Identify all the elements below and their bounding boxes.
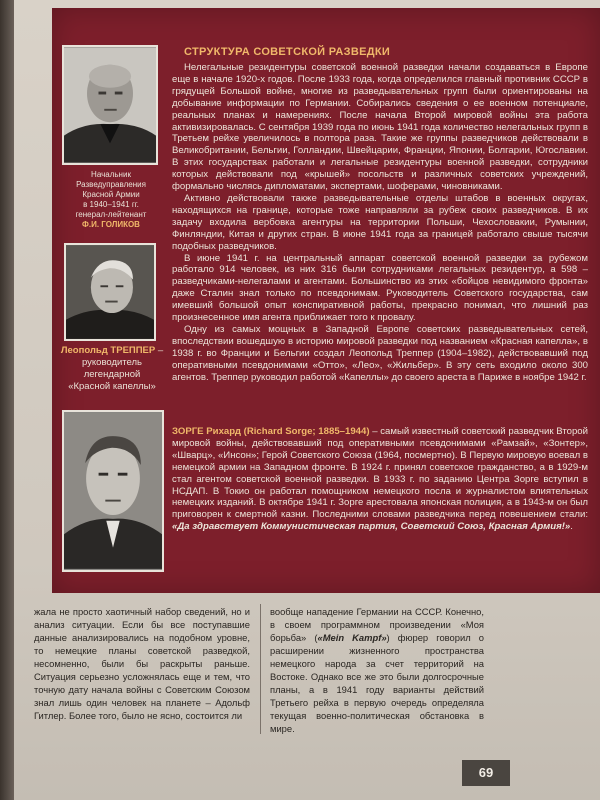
caption-line: руководитель [81,357,143,368]
sorge-end: . [570,521,573,533]
golikov-caption [54,170,168,230]
magazine-page [14,0,600,800]
caption-line: Начальник [91,170,131,179]
sorge-quote: «Да здравствует Коммунистическая партия, Советский Союз, Красная Армия!» [172,521,571,533]
mein-kampf-title: «Mein Kampf» [317,632,387,643]
trepper-portrait-image [66,245,154,339]
caption-dash: – [155,345,164,356]
caption-line: «Красной капеллы» [68,381,156,392]
bottom-left-column: жала не просто хаотичный набор сведений, но и анализ ситуации. Если бы все поступавшие данные анализировались на подобном уровне, то немецкие планы советской разведкой, несомненно, были бы раскрыты раньше. Ситуация серьезно усложнялась еще и тем, что точную дату начала войны с Советским Союзом знал лишь один человек на планете – Адольф Гитлер. Более того, было не ясно, состоится ли [34,606,250,721]
golikov-portrait [62,45,158,165]
bottom-right-column [270,605,484,735]
trepper-name: Леопольд ТРЕППЕР [60,345,156,356]
section-title: СТРУКТУРА СОВЕТСКОЙ РАЗВЕДКИ [184,46,391,58]
article-paragraph: Нелегальные резидентуры советской военной разведки начали создаваться в Европе еще в начале 1920-х годов. После 1933 года, когда определился главный противник СССР в грядущей Большой войне, многие из разведывательных групп были ориентированы на добывание информации по Германии. Собирались сведения о ее военном потенциале, реальных планах и намерениях. После начала Второй мировой войны эта работа активизировалась. С сентября 1939 года по июнь 1941 года количество нелегальных групп в Третьем рейхе увеличилось в полтора раза. Такие же группы разведчиков действовали в Великобритании, Бельгии, Голландии, Швейцарии, Франции, Японии, Болгарии, Югославии. В этих государствах работали и легальные резидентуры военной разведки, сотрудники которых действовали под «крышей» посольств и различных советских учреждений, формально числясь дипломатами, экспертами, шоферами, чиновниками. [172,62,588,193]
column-divider [260,604,261,734]
caption-line: Красной Армии [82,190,140,199]
article-paragraph: Одну из самых мощных в Западной Европе советских разведывательных сетей, впоследствии вошедшую в историю мировой разведки под названием «Красная капелла», в 1938 г. во Франции и Бельгии создал Леопольд Треппер (1904–1982), действовавший под оперативными псевдонимами «Отто», «Лео», «Жильбер». В эту сеть входило около 300 агентов. Треппер руководил работой «Капеллы» до своего ареста в Париже в ноябре 1942 г. [172,323,588,383]
sorge-name: ЗОРГЕ Рихард (Richard Sorge; 1885–1944) [172,426,370,437]
sorge-paragraph [172,426,588,533]
caption-line: легендарной [83,369,141,380]
golikov-portrait-image [64,47,156,163]
article-paragraph: В июне 1941 г. на центральный аппарат советской военной разведки за рубежом работало 914 человек, из них 316 были сотрудниками легальных резидентур, а 598 – разведчиками-нелегалами и агентами. Большинство из этих «бойцов невидимого фронта» даже Сталин знал только по псевдонимам. Руководитель Советского государства, сам имевший большой опыт конспиративной работы, прекрасно понимал, что лишний раз произнесенное имя агента приближает того к провалу. [172,252,588,324]
caption-line: генерал-лейтенант [75,210,147,219]
caption-line: в 1940–1941 гг. [83,200,139,209]
sorge-portrait-image [64,412,162,570]
bottom-right-text-a: вообще нападение Германии на СССР. Конечно, в своем программном произведении «Моя борьба» ( [270,606,484,643]
bottom-right-text-b: ) фюрер говорил о расширении жизненного пространства немецкого народа за счет территорий на Востоке. Однако все же это были долгосрочные планы, а в 1941 году варианты действий Третьего рейха в первую очередь определяла текущая военно-политическая обстановка в мире. [270,632,484,734]
trepper-portrait [64,243,156,341]
main-article-text [172,62,588,383]
golikov-name: Ф.И. ГОЛИКОВ [82,220,140,229]
caption-line: Разведуправления [76,180,146,189]
article-paragraph: Активно действовали также разведывательные отделы штабов в военных округах, находящихся на границе, которые тоже направляли за рубеж своих разведчиков. В их задачу входила вербовка агентуры на территории Польши, Чехословакии, Румынии, Финляндии, Китая и других стран. В июне 1941 года за границей работало свыше тысячи подобных разведчиков. [172,192,588,252]
trepper-caption [50,345,174,393]
sorge-bio-text [172,426,588,533]
book-spine [0,0,14,800]
sorge-text: – самый известный советский разведчик Второй мировой войны, действовавший под оперативными псевдонимами «Рамзай», «Зонтер», «Шварц», «Инсон»; Герой Советского Союза (1964, посмертно). В Первую мировую воевал в немецкой армии на Западном фронте. В 1924 г. принял советское гражданство, а в 1929-м стал агентом советской военной разведки. В 1933 г. по заданию Центра Зорге вступил в НСДАП. В Токио он работал помощником немецкого посла и журналистом влиятельных немецких изданий. В октябре 1941 г. Зорге арестовала японская полиция, а в 1943-м он был приговорен к смертной казни. Последними словами разведчика перед повешением стали: [172,426,589,521]
page-number: 69 [462,760,510,786]
sorge-portrait [62,410,164,572]
